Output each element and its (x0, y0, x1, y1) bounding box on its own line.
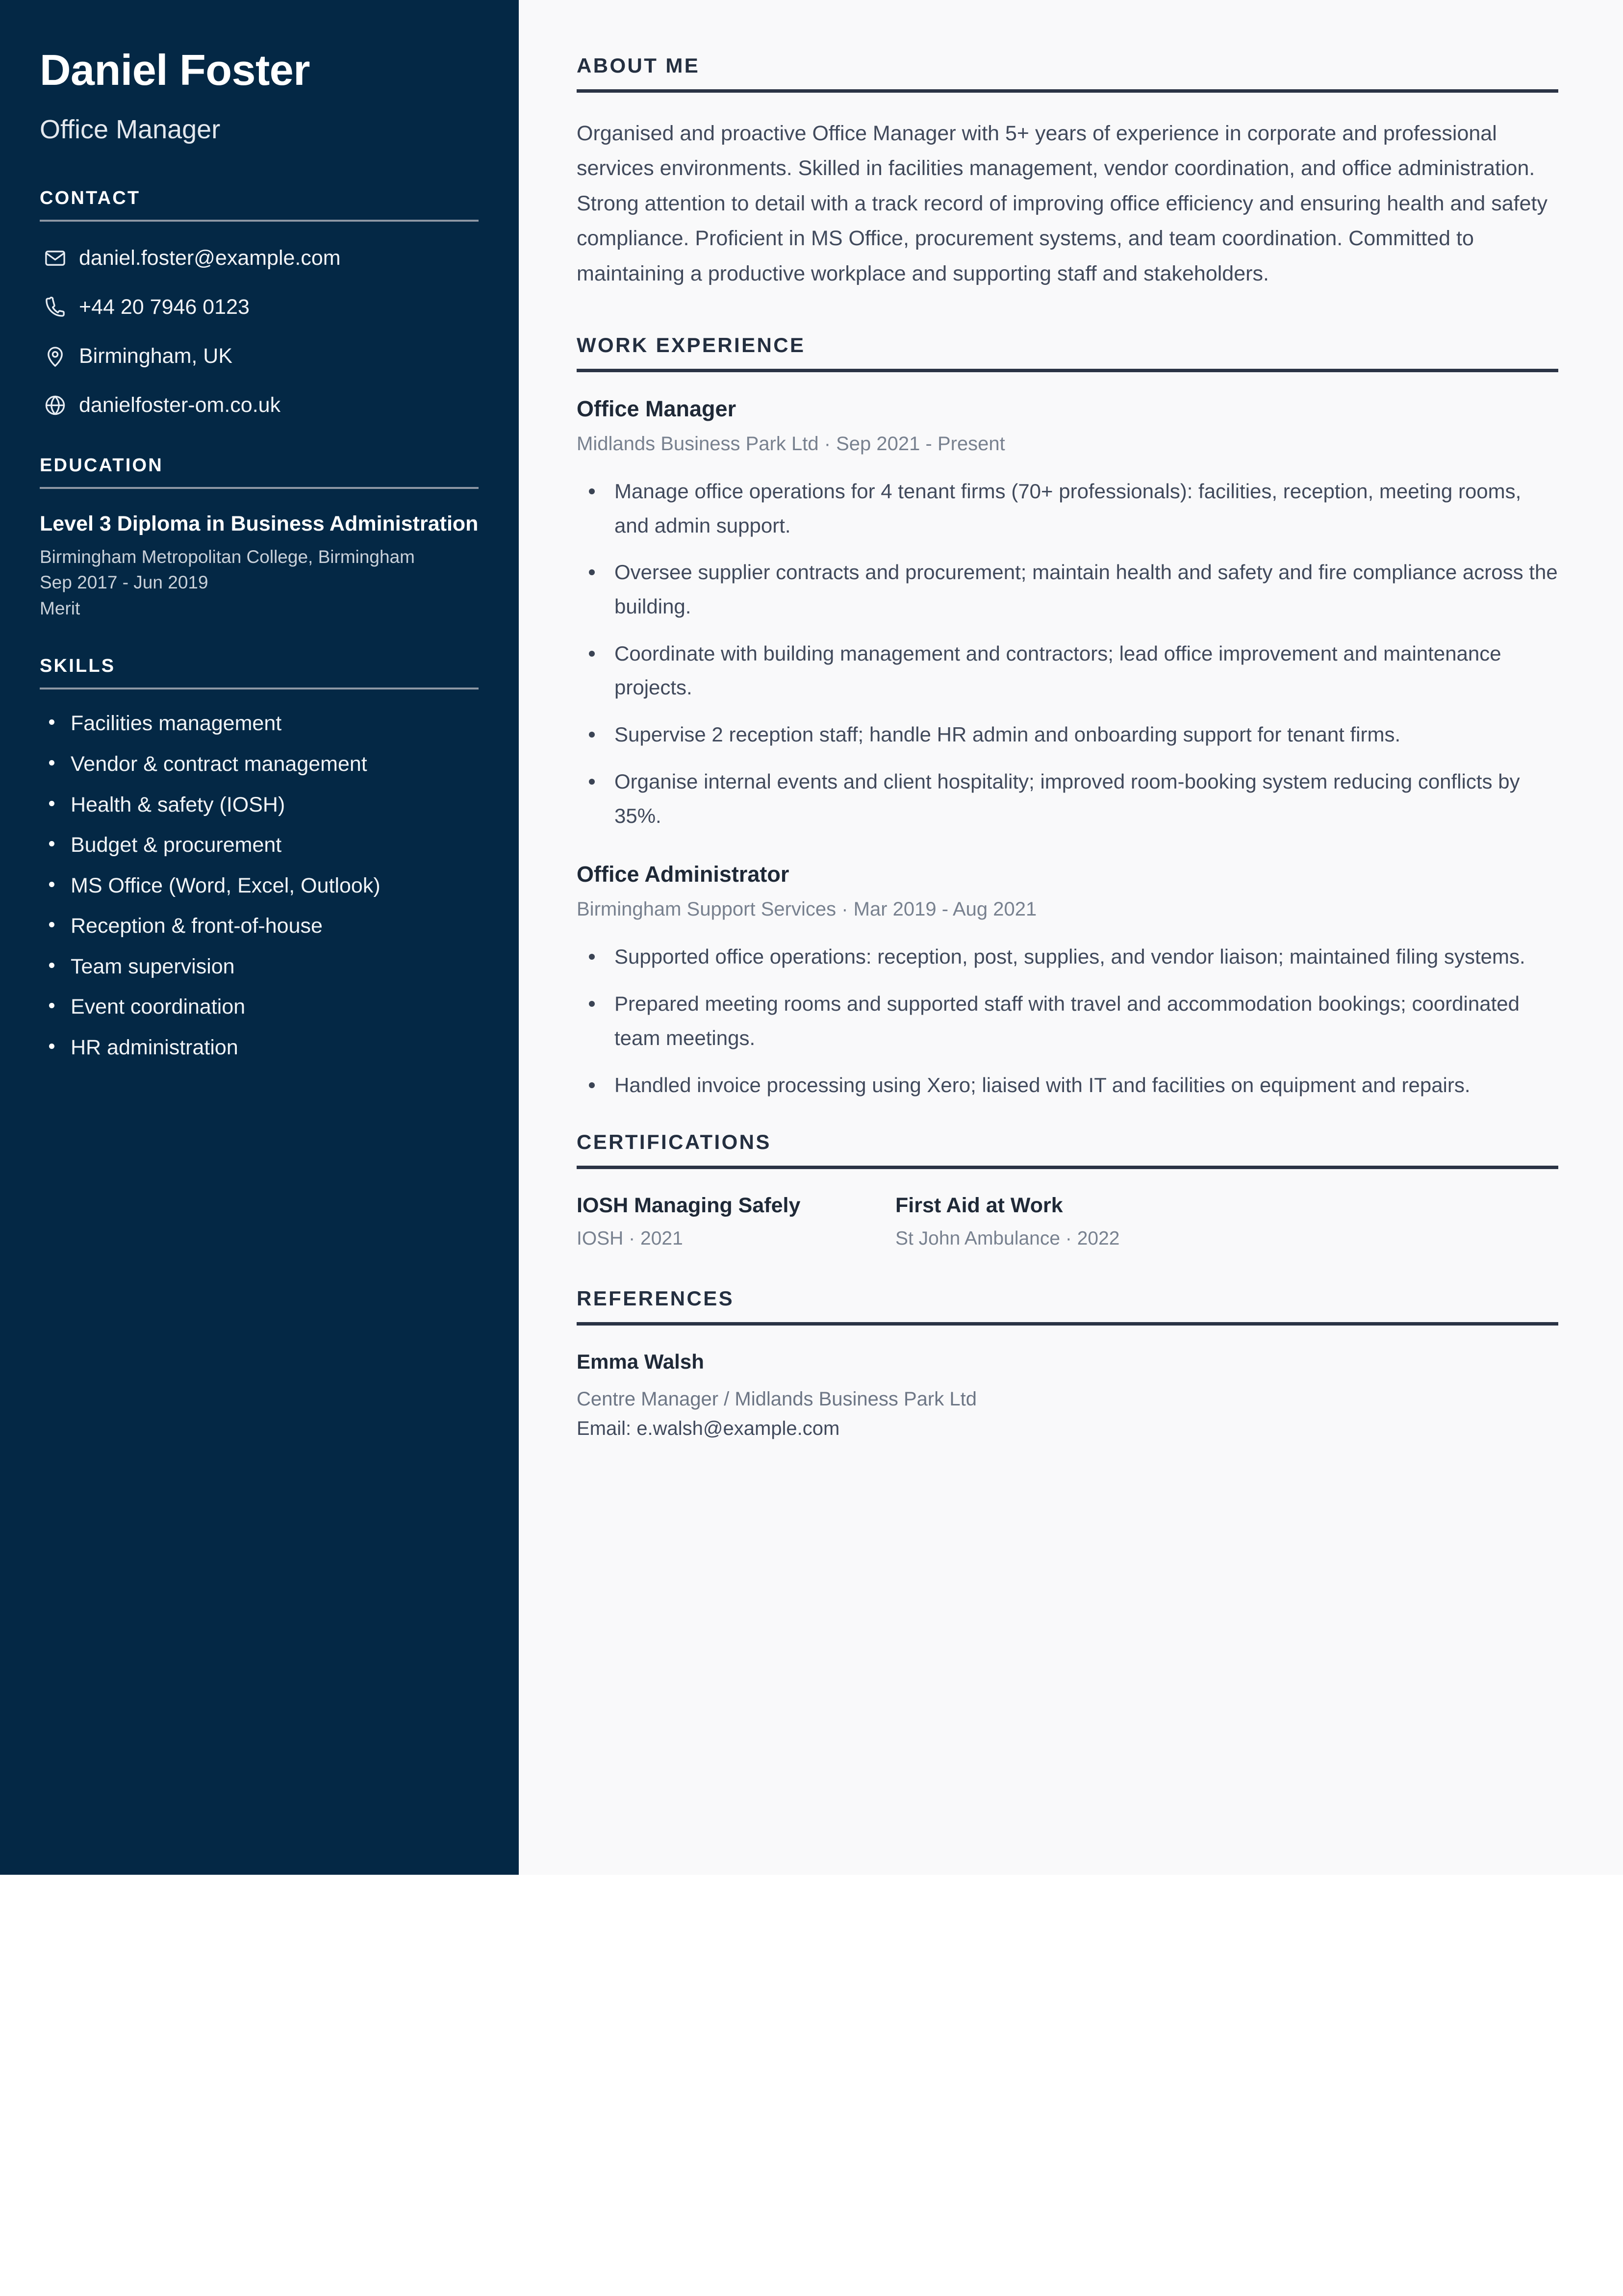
list-item (40, 1035, 479, 1061)
skills-heading: SKILLS (40, 656, 116, 677)
job-bullets (577, 474, 1558, 833)
contact-phone-value: +44 20 7946 0123 (79, 295, 250, 319)
contact-heading: CONTACT (40, 187, 141, 208)
bullet-dot-icon (49, 922, 54, 927)
contact-website-value: danielfoster-om.co.uk (79, 393, 281, 417)
bullet-dot-icon (589, 1001, 595, 1007)
bullet-text: Prepared meeting rooms and supported staff with travel and accommodation bookings; coordinated team meetings. (614, 992, 1520, 1049)
bullet-text: Organise internal events and client hospitality; improved room-booking system reducing conflicts by 35%. (614, 769, 1520, 827)
experience-job (577, 396, 1558, 833)
list-item (577, 637, 1558, 705)
skills-section (40, 656, 479, 1060)
job-title: Office Administrator (577, 862, 789, 887)
certification-meta: St John Ambulance · 2022 (895, 1227, 1120, 1249)
main-content (519, 0, 1623, 1875)
bullet-text: Supervise 2 reception staff; handle HR admin and onboarding support for tenant firms. (614, 723, 1401, 746)
certification-item (895, 1193, 1185, 1251)
reference-item (577, 1349, 1558, 1444)
bullet-dot-icon (49, 1044, 54, 1049)
bullet-dot-icon (589, 779, 595, 785)
education-institution: Birmingham Metropolitan College, Birmingham (40, 546, 415, 567)
bullet-dot-icon (49, 882, 54, 887)
contact-list (40, 243, 479, 421)
education-heading: EDUCATION (40, 455, 163, 476)
contact-item-website[interactable] (40, 390, 479, 421)
list-item (577, 765, 1558, 833)
list-item (577, 717, 1558, 752)
list-item (40, 954, 479, 980)
certifications-divider (577, 1166, 1558, 1169)
list-item (40, 752, 479, 777)
experience-divider (577, 369, 1558, 372)
bullet-dot-icon (589, 1082, 595, 1088)
skill-label: Budget & procurement (71, 833, 282, 857)
contact-item-location[interactable] (40, 341, 479, 372)
contact-section (40, 188, 479, 421)
bullet-text: Oversee supplier contracts and procurement; maintain health and safety and fire compliance across the building. (614, 561, 1558, 618)
education-section (40, 455, 479, 621)
reference-name: Emma Walsh (577, 1350, 704, 1373)
about-divider (577, 89, 1558, 93)
phone-icon (40, 292, 70, 323)
bullet-text: Manage office operations for 4 tenant firms (70+ professionals): facilities, reception, meeting rooms, and admin support. (614, 479, 1522, 537)
bullet-text: Coordinate with building management and contractors; lead office improvement and maintenance projects. (614, 641, 1501, 699)
contact-item-email[interactable] (40, 243, 479, 274)
job-bullets (577, 940, 1558, 1102)
experience-job (577, 861, 1558, 1102)
education-entry (40, 510, 479, 621)
certifications-section (577, 1130, 1558, 1251)
sidebar (0, 0, 519, 1875)
certifications-heading: CERTIFICATIONS (577, 1130, 771, 1154)
list-item (40, 792, 479, 818)
education-dates: Sep 2017 - Jun 2019 (40, 572, 208, 593)
bullet-dot-icon (589, 569, 595, 575)
contact-item-phone[interactable] (40, 292, 479, 323)
bullet-dot-icon (49, 801, 54, 806)
skill-label: Facilities management (71, 712, 282, 736)
about-text: Organised and proactive Office Manager with 5+ years of experience in corporate and professional services environments. Skilled in facilities management, vendor coordination, and office administration. Strong attention to detail with a track record of improving office efficiency and ensuring health and safety compliance. Proficient in MS Office, procurement systems, and team coordination. Committed to maintaining a productive workplace and supporting staff and stakeholders. (577, 122, 1547, 285)
skill-label: MS Office (Word, Excel, Outlook) (71, 873, 380, 897)
skill-label: Vendor & contract management (71, 752, 367, 776)
bullet-dot-icon (49, 963, 54, 968)
skill-label: Reception & front-of-house (71, 914, 323, 938)
list-item (40, 995, 479, 1020)
references-section (577, 1287, 1558, 1444)
skill-label: Event coordination (71, 995, 246, 1019)
references-divider (577, 1322, 1558, 1326)
reference-email: Email: e.walsh@example.com (577, 1418, 840, 1440)
certification-name: First Aid at Work (895, 1194, 1063, 1218)
bullet-dot-icon (589, 732, 595, 738)
skills-divider (40, 688, 479, 689)
contact-email-value: daniel.foster@example.com (79, 246, 341, 270)
education-degree: Level 3 Diploma in Business Administration (40, 511, 479, 536)
list-item (40, 873, 479, 899)
bullet-dot-icon (589, 954, 595, 960)
contact-divider (40, 220, 479, 222)
bullet-text: Supported office operations: reception, post, supplies, and vendor liaison; maintained filing systems. (614, 945, 1525, 969)
job-title: Office Manager (577, 396, 736, 421)
bullet-dot-icon (589, 651, 595, 657)
globe-icon (40, 390, 70, 421)
job-meta: Birmingham Support Services · Mar 2019 - Aug 2021 (577, 898, 1037, 920)
candidate-role: Office Manager (40, 115, 221, 145)
certification-item (577, 1193, 866, 1251)
reference-position: Centre Manager / Midlands Business Park Ltd (577, 1388, 977, 1410)
bullet-dot-icon (49, 760, 54, 765)
bullet-dot-icon (49, 841, 54, 846)
list-item (577, 987, 1558, 1055)
certification-meta: IOSH · 2021 (577, 1227, 683, 1249)
references-heading: REFERENCES (577, 1286, 735, 1310)
about-heading: ABOUT ME (577, 54, 700, 77)
list-item (577, 940, 1558, 974)
skill-label: Team supervision (71, 954, 235, 978)
bullet-dot-icon (49, 719, 54, 725)
list-item (40, 833, 479, 858)
experience-heading: WORK EXPERIENCE (577, 333, 806, 357)
bullet-dot-icon (589, 488, 595, 494)
candidate-name: Daniel Foster (40, 46, 310, 94)
list-item (577, 474, 1558, 542)
bullet-dot-icon (49, 1003, 54, 1008)
contact-location-value: Birmingham, UK (79, 344, 233, 368)
experience-section (577, 333, 1558, 1102)
envelope-icon (40, 243, 70, 274)
skill-label: HR administration (71, 1036, 238, 1060)
list-item (40, 914, 479, 939)
list-item (577, 1068, 1558, 1102)
certification-name: IOSH Managing Safely (577, 1194, 801, 1218)
skills-list (40, 711, 479, 1060)
about-section (577, 54, 1558, 291)
skill-label: Health & safety (IOSH) (71, 792, 285, 816)
job-meta: Midlands Business Park Ltd · Sep 2021 - Present (577, 433, 1005, 455)
bullet-text: Handled invoice processing using Xero; liaised with IT and facilities on equipment and repairs. (614, 1073, 1471, 1097)
certifications-list (577, 1193, 1558, 1251)
education-grade: Merit (40, 598, 80, 618)
list-item (40, 711, 479, 737)
list-item (577, 555, 1558, 623)
education-divider (40, 487, 479, 489)
map-pin-icon (40, 341, 70, 372)
